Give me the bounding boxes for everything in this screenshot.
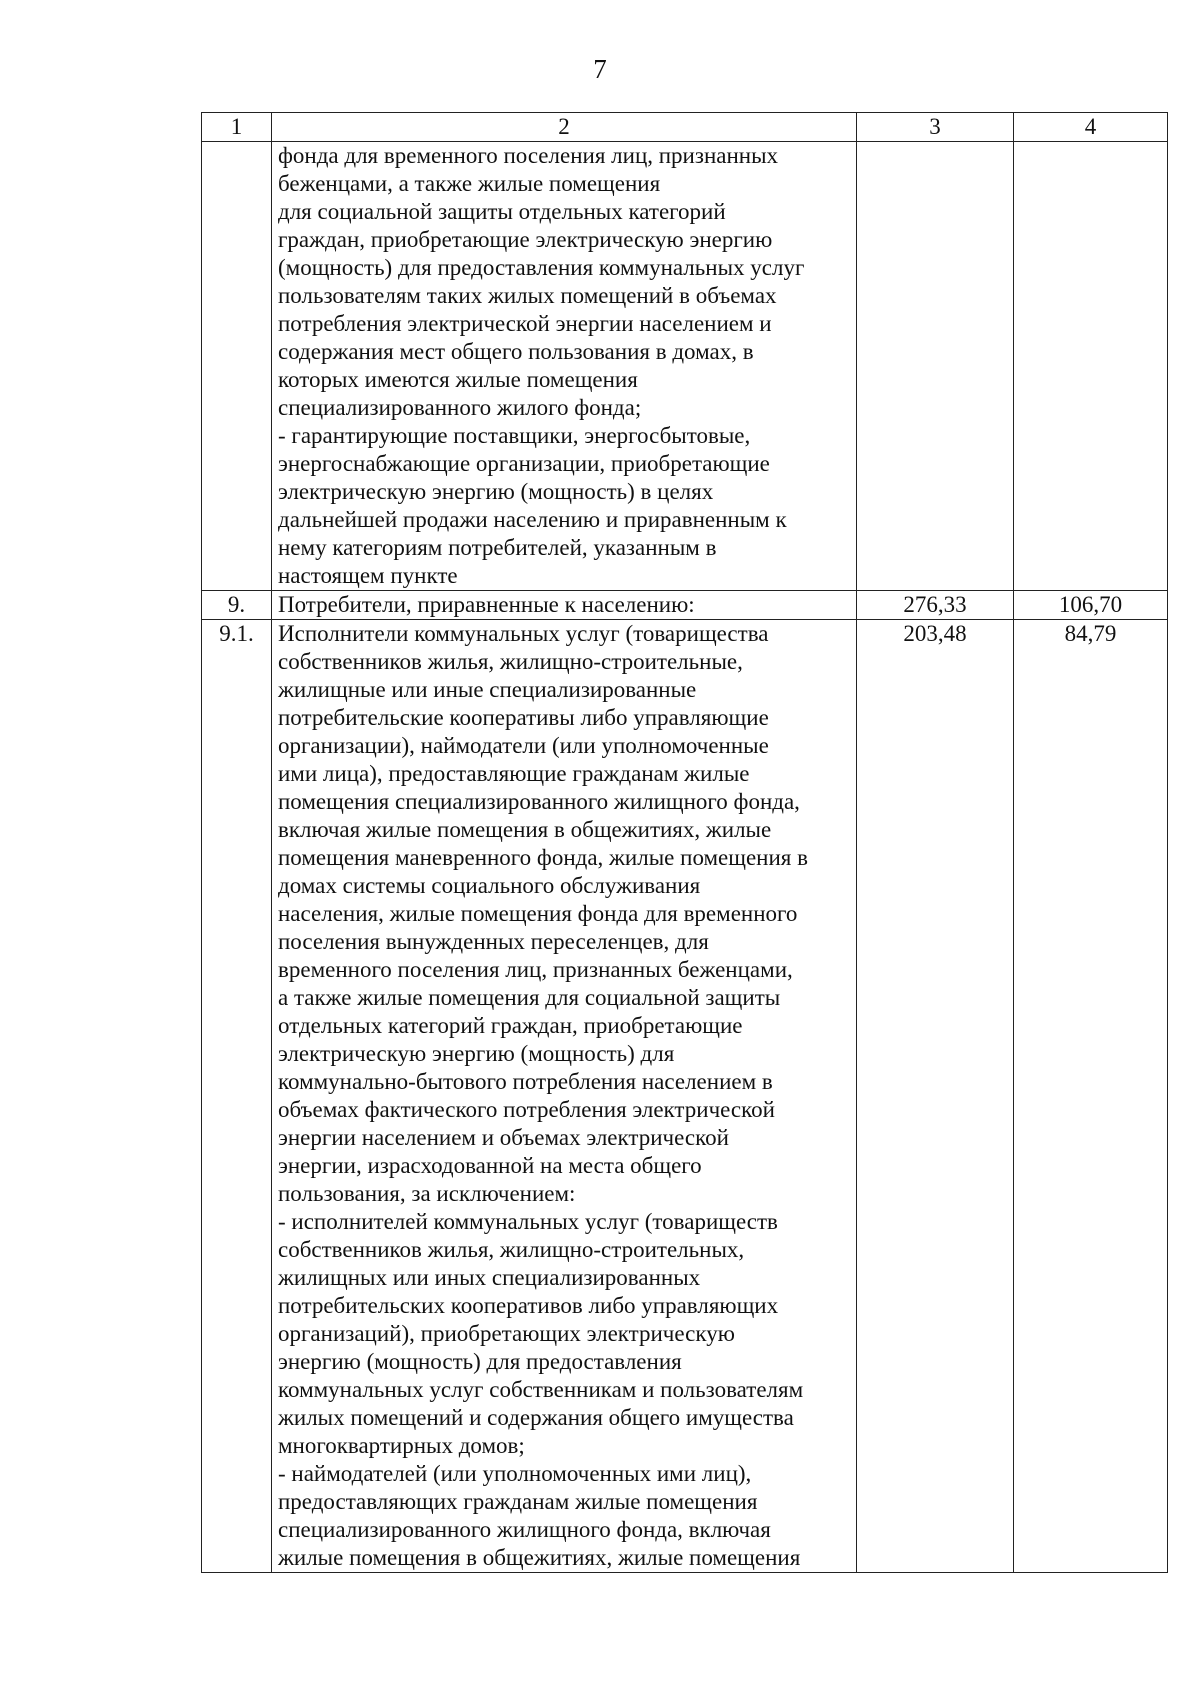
description-line: которых имеются жилые помещения	[278, 367, 638, 392]
description-line: энергии населением и объемах электрической	[278, 1125, 729, 1150]
description-line: жилых помещений и содержания общего имущества	[278, 1405, 794, 1430]
description-line: предоставляющих гражданам жилые помещения	[278, 1489, 758, 1514]
description-line: беженцами, а также жилые помещения	[278, 171, 661, 196]
description-line: собственников жилья, жилищно-строительных,	[278, 1237, 745, 1262]
description-line: жилищных или иных специализированных	[278, 1265, 701, 1290]
description-line: настоящем пункте	[278, 563, 458, 588]
description-line: электрическую энергию (мощность) для	[278, 1041, 675, 1066]
description-line: ими лица), предоставляющие гражданам жилые	[278, 761, 750, 786]
description-line: включая жилые помещения в общежитиях, жилые	[278, 817, 772, 842]
table-row	[202, 591, 1168, 620]
description-line: энергию (мощность) для предоставления	[278, 1349, 682, 1374]
description-line: пользователям таких жилых помещений в объемах	[278, 283, 777, 308]
description-line: организаций), приобретающих электрическую	[278, 1321, 735, 1346]
description-line: - наймодателей (или уполномоченных ими лиц),	[278, 1461, 752, 1486]
value-column-3: 276,33	[857, 591, 1014, 620]
description-line: потребительских кооперативов либо управляющих	[278, 1293, 779, 1318]
description-line: многоквартирных домов;	[278, 1433, 525, 1458]
description-line: пользования, за исключением:	[278, 1181, 576, 1206]
row-number: 9.	[202, 591, 272, 620]
column-header-2: 2	[272, 113, 857, 142]
description-line: населения, жилые помещения фонда для временного	[278, 901, 798, 926]
description-line: дальнейшей продажи населению и приравненным к	[278, 507, 787, 532]
description-line: отдельных категорий граждан, приобретающие	[278, 1013, 743, 1038]
value-column-3: 203,48	[857, 620, 1014, 1573]
description-line: содержания мест общего пользования в домах, в	[278, 339, 754, 364]
description-line: временного поселения лиц, признанных беженцами,	[278, 957, 793, 982]
page-number: 7	[593, 54, 607, 84]
table-row	[202, 620, 1168, 1573]
row-description	[272, 142, 857, 591]
table-row	[202, 142, 1168, 591]
description-line: помещения маневренного фонда, жилые помещения в	[278, 845, 808, 870]
description-line: специализированного жилого фонда;	[278, 395, 642, 420]
description-line: жилищные или иные специализированные	[278, 677, 697, 702]
column-header-4: 4	[1014, 113, 1168, 142]
description-line: домах системы социального обслуживания	[278, 873, 701, 898]
row-number	[202, 142, 272, 591]
header-row	[202, 113, 1168, 142]
row-description	[272, 591, 857, 620]
description-line: специализированного жилищного фонда, включая	[278, 1517, 771, 1542]
description-line: жилые помещения в общежитиях, жилые помещения	[278, 1545, 801, 1570]
row-number: 9.1.	[202, 620, 272, 1573]
column-header-3: 3	[857, 113, 1014, 142]
description-line: (мощность) для предоставления коммунальных услуг	[278, 255, 805, 280]
description-line: нему категориям потребителей, указанным в	[278, 535, 717, 560]
description-line: а также жилые помещения для социальной защиты	[278, 985, 781, 1010]
description-line: коммунально-бытового потребления населением в	[278, 1069, 773, 1094]
description-line: потребительские кооперативы либо управляющие	[278, 705, 769, 730]
description-line: поселения вынужденных переселенцев, для	[278, 929, 709, 954]
description-line: электрическую энергию (мощность) в целях	[278, 479, 714, 504]
description-line: для социальной защиты отдельных категорий	[278, 199, 726, 224]
description-line: организации), наймодатели (или уполномоченные	[278, 733, 769, 758]
row-description	[272, 620, 857, 1573]
description-line: помещения специализированного жилищного фонда,	[278, 789, 800, 814]
value-column-4: 84,79	[1014, 620, 1168, 1573]
description-line: граждан, приобретающие электрическую энергию	[278, 227, 773, 252]
description-line: коммунальных услуг собственникам и пользователям	[278, 1377, 804, 1402]
description-line: энергоснабжающие организации, приобретающие	[278, 451, 770, 476]
description-line: - исполнителей коммунальных услуг (товариществ	[278, 1209, 778, 1234]
tariff-table	[201, 112, 1168, 1573]
value-column-4	[1014, 142, 1168, 591]
description-line: собственников жилья, жилищно-строительные,	[278, 649, 743, 674]
description-line: фонда для временного поселения лиц, признанных	[278, 143, 779, 168]
description-line: Потребители, приравненные к населению:	[278, 592, 695, 617]
value-column-4: 106,70	[1014, 591, 1168, 620]
table-body	[202, 142, 1168, 1573]
description-line: Исполнители коммунальных услуг (товарищества	[278, 621, 769, 646]
description-line: - гарантирующие поставщики, энергосбытовые,	[278, 423, 751, 448]
column-header-1: 1	[202, 113, 272, 142]
description-line: объемах фактического потребления электрической	[278, 1097, 775, 1122]
description-line: энергии, израсходованной на места общего	[278, 1153, 702, 1178]
description-line: потребления электрической энергии населением и	[278, 311, 772, 336]
value-column-3	[857, 142, 1014, 591]
